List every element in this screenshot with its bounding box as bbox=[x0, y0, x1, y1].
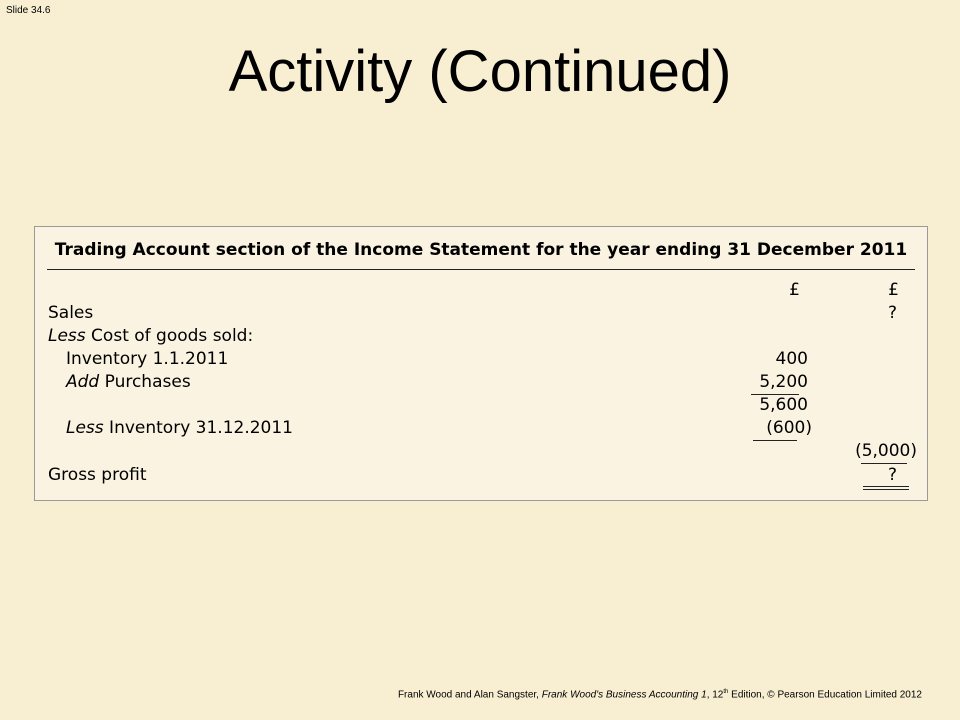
column-header-row bbox=[35, 279, 927, 301]
row-label-emphasis: Less bbox=[48, 326, 86, 346]
row-label: Gross profit bbox=[48, 465, 147, 485]
heading-rule bbox=[47, 269, 915, 270]
slide-title: Activity (Continued) bbox=[228, 39, 732, 104]
double-underline-bottom bbox=[863, 489, 909, 490]
footer-publisher: Edition, © Pearson Education Limited 2012 bbox=[728, 689, 922, 701]
col1-header: £ bbox=[789, 280, 800, 300]
row-col2: (5,000) bbox=[855, 441, 917, 461]
double-underline-top bbox=[863, 486, 909, 487]
table-row bbox=[35, 417, 927, 439]
trading-account-table bbox=[34, 226, 928, 501]
row-col1: 5,200 bbox=[759, 372, 808, 392]
row-col1: 400 bbox=[775, 349, 808, 369]
table-row bbox=[35, 464, 927, 486]
footer-authors: Frank Wood and Alan Sangster, bbox=[397, 689, 542, 701]
footer-book-title: Frank Wood's Business Accounting 1 bbox=[541, 689, 707, 701]
footer-edition-sup: th bbox=[723, 689, 729, 695]
table-row bbox=[35, 440, 927, 462]
slide-number: Slide 34.6 bbox=[6, 5, 51, 16]
row-col1: 5,600 bbox=[759, 395, 808, 415]
footer-credit bbox=[398, 689, 922, 700]
row-col2: ? bbox=[887, 465, 897, 485]
row-col2: ? bbox=[887, 303, 897, 323]
row-label bbox=[66, 417, 293, 439]
row-label: Inventory 1.1.2011 bbox=[66, 349, 229, 369]
col2-header: £ bbox=[888, 280, 899, 300]
row-label: Sales bbox=[48, 303, 94, 323]
table-row bbox=[35, 394, 927, 416]
row-label-emphasis: Less bbox=[66, 418, 104, 438]
table-row bbox=[35, 348, 927, 370]
footer-edition: , 12 bbox=[706, 689, 724, 701]
table-heading: Trading Account section of the Income Statement for the year ending 31 December 2011 bbox=[54, 240, 908, 260]
table-row bbox=[35, 302, 927, 324]
table-row bbox=[35, 325, 927, 347]
row-label-emphasis: Add bbox=[66, 372, 100, 392]
row-col1: (600) bbox=[766, 418, 812, 438]
row-label-rest: Cost of goods sold: bbox=[85, 326, 254, 346]
row-label bbox=[66, 371, 191, 393]
row-label-rest: Purchases bbox=[99, 372, 191, 392]
row-label-rest: Inventory 31.12.2011 bbox=[103, 418, 293, 438]
table-row bbox=[35, 371, 927, 393]
row-label bbox=[48, 325, 253, 347]
